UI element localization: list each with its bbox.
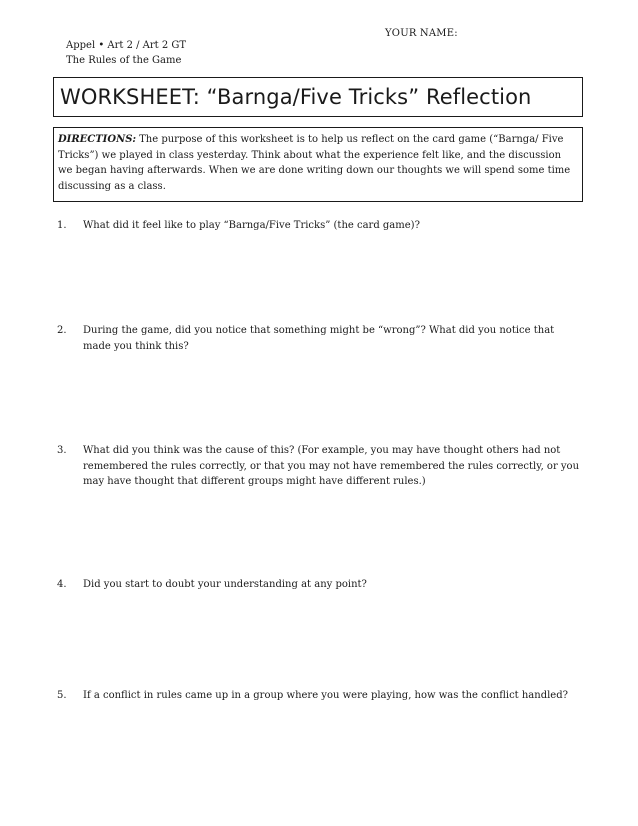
question-number: 2. [57,325,67,336]
unit-line: The Rules of the Game [66,55,182,66]
question-text: If a conflict in rules came up in a group where you were playing, how was the conflict handled? [83,690,568,701]
directions-box [53,127,583,202]
directions-label: DIRECTIONS: [58,134,137,145]
question-number: 5. [57,690,67,701]
question-text: What did you think was the cause of this? (For example, you may have thought others had not remembered the rules correctly, or that you may not have remembered the rules correctly, or you may have thought that different groups might have different rules.) [83,445,580,487]
question-text: During the game, did you notice that something might be “wrong”? What did you notice that made you think this? [83,325,555,352]
worksheet-title: WORKSHEET: “Barnga/Five Tricks” Reflection [60,85,532,109]
your-name-label: YOUR NAME: [385,28,458,39]
course-line: Appel • Art 2 / Art 2 GT [66,40,187,51]
course-header [66,38,186,68]
question-text: Did you start to doubt your understanding at any point? [83,579,367,590]
worksheet-title-box [53,77,583,117]
question-number: 3. [57,445,67,456]
question-text: What did it feel like to play “Barnga/Five Tricks” (the card game)? [83,220,420,231]
question-number: 4. [57,579,67,590]
question-number: 1. [57,220,67,231]
directions-text: The purpose of this worksheet is to help us reflect on the card game (“Barnga/ Five Tricks”) we played in class yesterday. Think about what the experience felt like, and the discussion we began having afterwards. When we are done writing down our thoughts we will spend some time discussing as a class. [58,134,571,192]
